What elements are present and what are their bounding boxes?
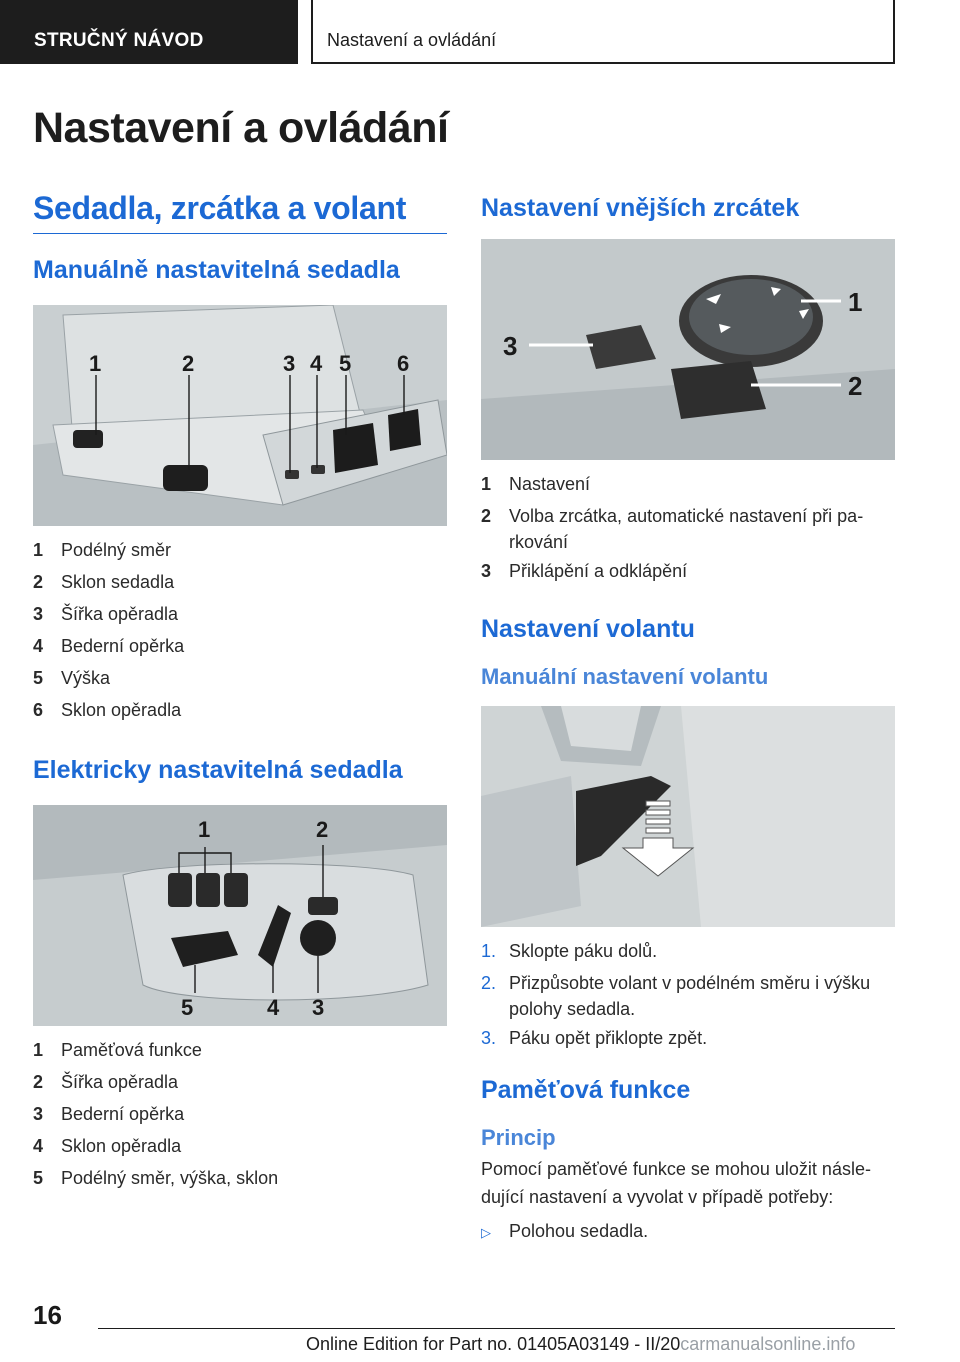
fig-label: 1 bbox=[848, 287, 863, 317]
list-item: 1. Sklopte páku dolů. bbox=[481, 941, 658, 961]
mirrors-heading: Nastavení vnějších zrcátek bbox=[481, 194, 800, 222]
section-heading: Sedadla, zrcátka a volant bbox=[33, 190, 447, 234]
manual-wheel-subheading: Manuální nastavení volantu bbox=[481, 664, 769, 689]
watermark: carmanualsonline.info bbox=[680, 1334, 856, 1354]
fig-label: 4 bbox=[267, 995, 280, 1020]
manual-seat-figure bbox=[33, 305, 447, 526]
fig-label: 6 bbox=[397, 351, 410, 376]
list-item: ▷ Polohou sedadla. bbox=[481, 1215, 895, 1249]
list-item: 2 Sklon sedadla bbox=[33, 572, 175, 592]
wheel-steps bbox=[481, 935, 895, 1054]
list-item: 2. Přizpůsobte volant v podélném směru i výšku polohy sedadla. bbox=[481, 973, 871, 1019]
section-tab: STRUČNÝ NÁVOD bbox=[0, 0, 298, 64]
manual-seat-legend bbox=[33, 534, 447, 726]
fig-label: 2 bbox=[316, 817, 329, 842]
mirror-legend bbox=[481, 468, 895, 587]
list-item: 1 Paměťová funkce bbox=[33, 1040, 202, 1060]
page-number: 16 bbox=[33, 1300, 62, 1330]
electric-seat-figure bbox=[33, 805, 447, 1026]
memory-heading: Paměťová funkce bbox=[481, 1076, 691, 1104]
principle-text: Pomocí paměťové funkce se mohou uložit násle-dující nastavení a vyvolat v případě potřeby: bbox=[481, 1159, 871, 1207]
fig-label: 3 bbox=[503, 331, 518, 361]
list-item: 4 Sklon opěradla bbox=[33, 1136, 182, 1156]
fig-label: 2 bbox=[848, 371, 863, 401]
principle-heading: Princip bbox=[481, 1125, 556, 1150]
fig-label: 1 bbox=[198, 817, 211, 842]
fig-label: 2 bbox=[182, 351, 195, 376]
fig-label: 1 bbox=[89, 351, 102, 376]
list-item: 5 Podélný směr, výška, sklon bbox=[33, 1168, 279, 1188]
electric-seat-legend bbox=[33, 1034, 447, 1194]
mirror-controls-figure bbox=[481, 239, 895, 460]
footer-divider bbox=[98, 1328, 895, 1329]
chapter-tab: Nastavení a ovládání bbox=[311, 0, 895, 64]
footer-edition: Online Edition for Part no. 01405A03149 - II/20carmanualsonline.info bbox=[306, 1334, 856, 1354]
fig-label: 4 bbox=[310, 351, 323, 376]
manual-seats-heading: Manuálně nastavitelná sedadla bbox=[33, 256, 400, 284]
page-title: Nastavení a ovládání bbox=[33, 104, 449, 152]
list-item: 3 Šířka opěradla bbox=[33, 604, 179, 624]
steering-wheel-heading: Nastavení volantu bbox=[481, 615, 695, 643]
list-item: 3 Přiklápění a odklápění bbox=[481, 561, 688, 581]
list-item: 1 Podélný směr bbox=[33, 540, 172, 560]
fig-label: 5 bbox=[339, 351, 352, 376]
list-item: 5 Výška bbox=[33, 668, 111, 688]
list-item: 6 Sklon opěradla bbox=[33, 700, 182, 720]
fig-label: 5 bbox=[181, 995, 194, 1020]
list-item: 3 Bederní opěrka bbox=[33, 1104, 185, 1124]
principle-bullets bbox=[481, 1215, 895, 1249]
electric-seats-heading: Elektricky nastavitelná sedadla bbox=[33, 756, 403, 784]
list-item: 4 Bederní opěrka bbox=[33, 636, 185, 656]
list-item: 1 Nastavení bbox=[481, 474, 591, 494]
right-column bbox=[481, 190, 895, 1249]
fig-label: 3 bbox=[283, 351, 296, 376]
steering-lever-figure bbox=[481, 706, 895, 927]
list-item: 2 Volba zrcátka, automatické nastavení při pa-rkování bbox=[481, 506, 864, 552]
list-item: 3. Páku opět přiklopte zpět. bbox=[481, 1028, 708, 1048]
left-column bbox=[33, 190, 447, 1194]
triangle-bullet-icon: ▷ bbox=[481, 1225, 491, 1240]
fig-label: 3 bbox=[312, 995, 325, 1020]
list-item: 2 Šířka opěradla bbox=[33, 1072, 179, 1092]
